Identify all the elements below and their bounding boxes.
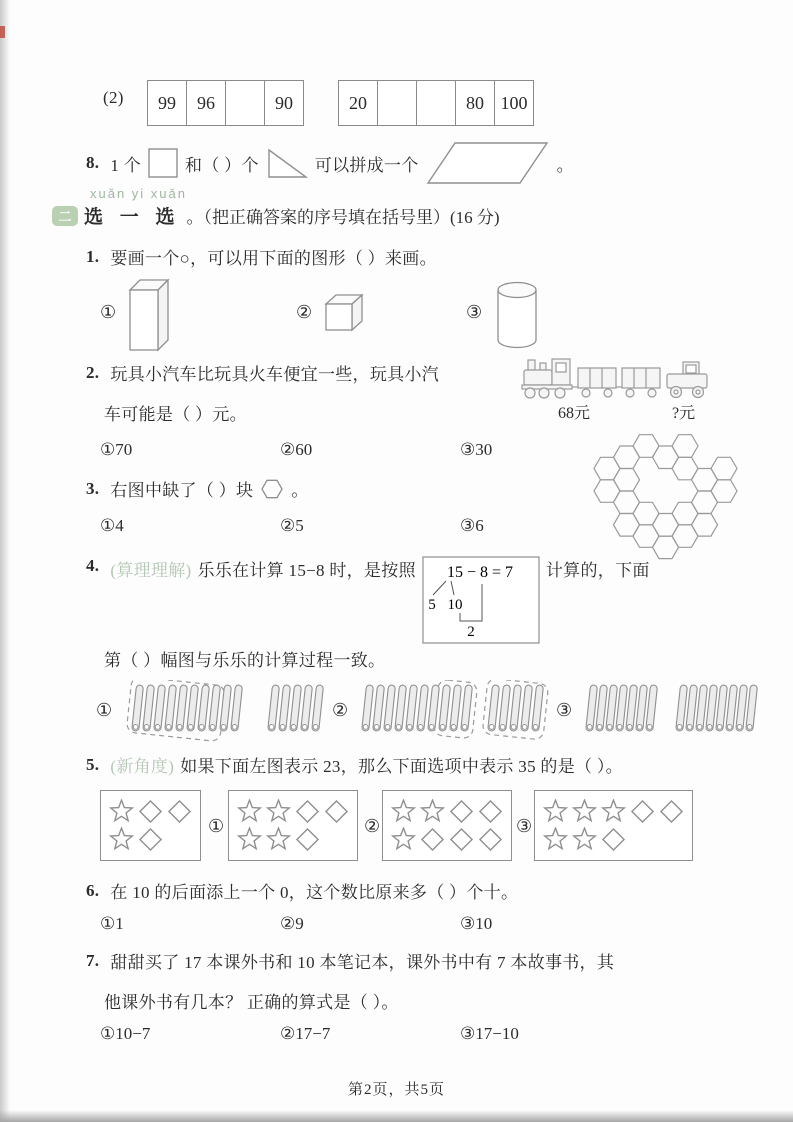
diamond-icon bbox=[295, 827, 320, 852]
counting-stick bbox=[395, 685, 407, 731]
counting-stick bbox=[596, 685, 608, 731]
section-header bbox=[52, 202, 500, 229]
q5-shape-boxes bbox=[0, 788, 793, 880]
q5-tag: (新角度) bbox=[110, 757, 175, 776]
q4-box-left: 5 bbox=[428, 597, 436, 613]
diamond-icon bbox=[324, 799, 349, 824]
diamond-icon bbox=[630, 799, 655, 824]
star-icon bbox=[237, 827, 262, 852]
q1-number: 1. bbox=[86, 246, 100, 266]
q3-text-pre: 右图中缺了（ ）块 bbox=[110, 481, 254, 500]
star-icon bbox=[109, 827, 134, 852]
q2-number: 2. bbox=[86, 362, 100, 382]
q8-text-2: 和（ ）个 bbox=[185, 155, 259, 175]
counting-stick bbox=[586, 685, 598, 731]
option-label: ②60 bbox=[280, 440, 313, 459]
counting-stick bbox=[686, 685, 698, 731]
honeycomb-cell bbox=[711, 457, 737, 480]
counting-stick bbox=[220, 685, 232, 731]
star-icon bbox=[601, 799, 626, 824]
counting-stick bbox=[616, 685, 628, 731]
counting-stick bbox=[439, 685, 451, 731]
sequence-cell: 20 bbox=[338, 80, 378, 126]
counting-stick bbox=[176, 685, 188, 731]
sticks-figure-1 bbox=[120, 680, 326, 742]
q2-line1: 玩具小汽车比玩具火车便宜一些，玩具小汽 bbox=[110, 365, 440, 384]
star-icon bbox=[543, 827, 568, 852]
parallelogram-shape-icon bbox=[425, 140, 551, 186]
question-7 bbox=[86, 948, 614, 973]
shape-row bbox=[109, 827, 192, 852]
question-3 bbox=[86, 476, 309, 501]
star-icon bbox=[572, 799, 597, 824]
counting-stick bbox=[384, 685, 396, 731]
question-8 bbox=[86, 136, 574, 190]
q5-number: 5. bbox=[86, 754, 100, 774]
counting-stick bbox=[312, 685, 324, 731]
shape-row bbox=[237, 827, 349, 852]
q1-option1-label: ① bbox=[100, 302, 117, 322]
honeycomb-cell bbox=[711, 480, 737, 503]
question-6 bbox=[86, 878, 518, 903]
counting-stick bbox=[143, 685, 155, 731]
counting-stick bbox=[746, 685, 758, 731]
q5-box-label: ① bbox=[208, 816, 225, 836]
toy-car-figure bbox=[663, 358, 711, 402]
star-icon bbox=[237, 799, 262, 824]
shape-row bbox=[391, 827, 503, 852]
shape-row bbox=[543, 827, 684, 852]
q6-number: 6. bbox=[86, 880, 100, 900]
diamond-icon bbox=[295, 799, 320, 824]
q6-text: 在 10 的后面添上一个 0，这个数比原来多（ ）个十。 bbox=[110, 883, 519, 902]
shape-value-box bbox=[382, 790, 512, 861]
honeycomb-figure bbox=[585, 430, 760, 572]
section-instructions: 。（把正确答案的序号填在括号里）(16 分) bbox=[186, 208, 500, 227]
q7-line1: 甜甜买了 17 本课外书和 10 本笔记本，课外书中有 7 本故事书，其 bbox=[110, 953, 615, 972]
section-title: 选 一 选 bbox=[84, 207, 181, 228]
q1-option3-label: ③ bbox=[466, 302, 483, 322]
counting-stick bbox=[606, 685, 618, 731]
q7-line2: 他课外书有几本？ 正确的算式是（ ）。 bbox=[104, 993, 399, 1012]
cylinder-figure bbox=[492, 278, 542, 354]
diamond-icon bbox=[449, 827, 474, 852]
q4-text-2: 计算的，下面 bbox=[545, 561, 650, 580]
star-icon bbox=[572, 827, 597, 852]
option-label: ②9 bbox=[280, 914, 304, 933]
option-label: ①10−7 bbox=[100, 1024, 151, 1043]
cuboid-figure bbox=[126, 276, 174, 356]
scan-red-mark bbox=[0, 26, 5, 38]
q8-text-1: 1 个 bbox=[110, 155, 142, 175]
counting-stick bbox=[373, 685, 385, 731]
counting-stick bbox=[706, 685, 718, 731]
q4-box-mid: 10 bbox=[447, 597, 463, 613]
sequence-cell bbox=[225, 80, 265, 126]
diamond-icon bbox=[659, 799, 684, 824]
sequence-cell bbox=[416, 80, 456, 126]
cube-figure bbox=[322, 292, 368, 336]
car-price-label: ?元 bbox=[672, 405, 696, 422]
diamond-icon bbox=[478, 827, 503, 852]
q8-text-4: 。 bbox=[556, 155, 574, 175]
sequence-cell: 90 bbox=[264, 80, 304, 126]
q4-number: 4. bbox=[86, 556, 100, 575]
q1-text: 要画一个○，可以用下面的图形（ ）来画。 bbox=[110, 249, 437, 268]
counting-stick bbox=[726, 685, 738, 731]
q4-sticks-option3-label: ③ bbox=[556, 700, 573, 720]
option-label: ③10 bbox=[460, 914, 493, 933]
counting-stick bbox=[488, 685, 500, 731]
section-number-icon: 二 bbox=[52, 206, 78, 226]
q5-box-label: ③ bbox=[516, 816, 533, 836]
star-icon bbox=[109, 799, 134, 824]
star-icon bbox=[391, 827, 416, 852]
counting-stick bbox=[532, 685, 544, 731]
star-icon bbox=[266, 827, 291, 852]
q4-line2: 第（ ）幅图与乐乐的计算过程一致。 bbox=[104, 651, 386, 670]
q2-line2: 车可能是（ ）元。 bbox=[104, 405, 247, 424]
diamond-icon bbox=[478, 799, 503, 824]
counting-stick bbox=[406, 685, 418, 731]
page-footer: 第2页，共5页 bbox=[347, 1082, 445, 1098]
counting-stick bbox=[154, 685, 166, 731]
counting-stick bbox=[198, 685, 210, 731]
q7-number: 7. bbox=[86, 950, 100, 970]
q7-options bbox=[100, 1024, 740, 1050]
question-2 bbox=[86, 360, 439, 385]
counting-stick bbox=[450, 685, 462, 731]
shape-row bbox=[391, 799, 503, 824]
counting-stick bbox=[676, 685, 688, 731]
counting-stick bbox=[499, 685, 511, 731]
square-shape-icon bbox=[147, 147, 179, 179]
sequence-cell: 99 bbox=[147, 80, 187, 126]
star-icon bbox=[420, 799, 445, 824]
q3-options bbox=[100, 516, 740, 542]
q3-text-post: 。 bbox=[291, 481, 309, 500]
diamond-icon bbox=[449, 799, 474, 824]
q5-text: 如果下面左图表示 23，那么下面选项中表示 35 的是（ ）。 bbox=[180, 757, 623, 776]
counting-stick bbox=[231, 685, 243, 731]
question-4 bbox=[86, 556, 650, 644]
counting-stick bbox=[521, 685, 533, 731]
shape-value-box bbox=[228, 790, 358, 861]
shape-row bbox=[237, 799, 349, 824]
q3-number: 3. bbox=[86, 478, 100, 498]
diamond-icon bbox=[601, 827, 626, 852]
counting-stick bbox=[428, 685, 440, 731]
sequence-cell: 80 bbox=[455, 80, 495, 126]
q8-number: 8. bbox=[86, 153, 100, 172]
sequence-cell: 96 bbox=[186, 80, 226, 126]
option-label: ②17−7 bbox=[280, 1024, 331, 1043]
shape-value-box bbox=[100, 790, 201, 861]
shape-row bbox=[109, 799, 192, 824]
sequence-cell bbox=[377, 80, 417, 126]
sequence-table-b bbox=[338, 80, 534, 126]
q4-computation-box bbox=[422, 556, 540, 644]
counting-stick bbox=[417, 685, 429, 731]
counting-stick bbox=[362, 685, 374, 731]
counting-stick bbox=[461, 685, 473, 731]
question-1 bbox=[86, 244, 437, 269]
q4-tag: (算理理解) bbox=[110, 561, 192, 580]
scan-edge-bottom bbox=[0, 1110, 793, 1122]
counting-stick bbox=[290, 685, 302, 731]
option-label: ③17−10 bbox=[460, 1024, 519, 1043]
option-label: ①4 bbox=[100, 516, 124, 535]
sequence-table-a bbox=[147, 80, 304, 126]
counting-stick bbox=[626, 685, 638, 731]
counting-stick bbox=[646, 685, 658, 731]
diamond-icon bbox=[167, 799, 192, 824]
counting-stick bbox=[736, 685, 748, 731]
counting-stick bbox=[510, 685, 522, 731]
counting-stick bbox=[187, 685, 199, 731]
counting-stick bbox=[279, 685, 291, 731]
seq-part-label: (2) bbox=[103, 88, 124, 107]
star-icon bbox=[266, 799, 291, 824]
counting-stick bbox=[716, 685, 728, 731]
q4-box-expression: 15 − 8 = 7 bbox=[446, 564, 513, 581]
q8-text-3: 可以拼成一个 bbox=[314, 155, 419, 175]
counting-stick bbox=[132, 685, 144, 731]
shape-row bbox=[543, 799, 684, 824]
q5-box-label: ② bbox=[364, 816, 381, 836]
hexagon-shape-icon bbox=[259, 477, 285, 501]
q4-sticks-option1-label: ① bbox=[96, 700, 113, 720]
q1-option2-label: ② bbox=[296, 302, 313, 322]
option-label: ③30 bbox=[460, 440, 493, 459]
counting-stick bbox=[165, 685, 177, 731]
counting-stick bbox=[268, 685, 280, 731]
toy-train-figure bbox=[520, 354, 672, 402]
option-label: ②5 bbox=[280, 516, 304, 535]
question-5 bbox=[86, 752, 623, 777]
train-price-label: 68元 bbox=[558, 405, 591, 422]
q4-sticks-option2-label: ② bbox=[332, 700, 349, 720]
counting-stick bbox=[636, 685, 648, 731]
q4-text-1: 乐乐在计算 15−8 时，是按照 bbox=[197, 561, 416, 580]
counting-stick bbox=[301, 685, 313, 731]
diamond-icon bbox=[420, 827, 445, 852]
triangle-shape-icon bbox=[265, 146, 309, 180]
sticks-figure-3 bbox=[582, 680, 762, 742]
q4-box-result: 2 bbox=[467, 624, 475, 640]
star-icon bbox=[543, 799, 568, 824]
sticks-figure-2 bbox=[358, 680, 550, 742]
shape-value-box bbox=[534, 790, 693, 861]
honeycomb-cell bbox=[614, 469, 640, 492]
option-label: ①70 bbox=[100, 440, 133, 459]
section-pinyin: xuǎn yi xuǎn bbox=[90, 186, 187, 201]
sequence-cell: 100 bbox=[494, 80, 534, 126]
diamond-icon bbox=[138, 827, 163, 852]
option-label: ①1 bbox=[100, 914, 124, 933]
q6-options bbox=[100, 914, 740, 940]
honeycomb-cell bbox=[672, 435, 698, 458]
option-label: ③6 bbox=[460, 516, 484, 535]
counting-stick bbox=[696, 685, 708, 731]
counting-stick bbox=[209, 685, 221, 731]
diamond-icon bbox=[138, 799, 163, 824]
scan-edge-left bbox=[0, 0, 10, 1122]
star-icon bbox=[391, 799, 416, 824]
